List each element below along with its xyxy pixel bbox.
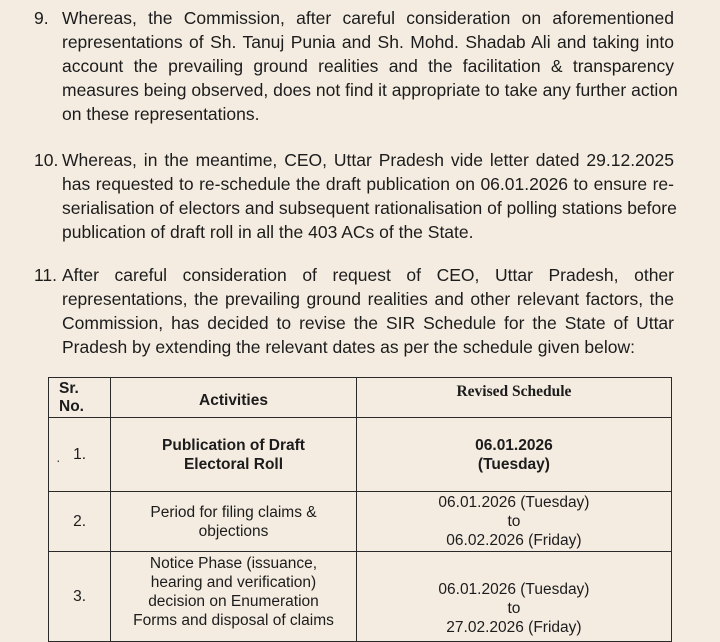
activity-line: Notice Phase (issuance, xyxy=(149,555,318,572)
paragraph-line: representations, the prevailing ground realities and other relevant factors, the xyxy=(62,289,674,309)
schedule-line: 06.01.2026 xyxy=(475,436,553,454)
paragraph-line: serialisation of electors and subsequent rationalisation of polling stations before xyxy=(62,198,677,218)
paragraph-line: Commission, has decided to revise the SIR Schedule for the State of Uttar xyxy=(62,313,674,333)
table-header-row xyxy=(49,378,672,418)
paragraph-number: 9. xyxy=(34,8,49,28)
schedule-line: 06.01.2026 (Tuesday) xyxy=(438,494,590,511)
table-row xyxy=(49,418,672,492)
row-activity xyxy=(111,552,357,642)
schedule-line: 27.02.2026 (Friday) xyxy=(446,619,582,636)
revised-schedule-table xyxy=(48,377,672,642)
paragraph-line: representations of Sh. Tanuj Punia and Sh. Mohd. Shadab Ali and taking into xyxy=(62,32,674,52)
paragraph-line: publication of draft roll in all the 403 ACs of the State. xyxy=(62,222,474,242)
row-schedule xyxy=(356,418,671,492)
activity-line: objections xyxy=(198,522,269,540)
header-revised-schedule: Revised Schedule xyxy=(356,378,671,418)
paragraph-number: 11. xyxy=(34,265,58,285)
header-sr-no xyxy=(49,378,111,418)
table-row xyxy=(49,492,672,552)
row-schedule xyxy=(356,492,671,552)
row-schedule xyxy=(356,552,671,642)
activity-line: hearing and verification) xyxy=(150,574,317,591)
header-sr-line: Sr. xyxy=(59,379,79,397)
table-row xyxy=(49,552,672,642)
paragraph-line: account the prevailing ground realities and the facilitation & transparency xyxy=(62,56,674,76)
schedule-line: 06.02.2026 (Friday) xyxy=(446,532,582,549)
schedule-line: to xyxy=(507,513,521,530)
activity-line: Publication of Draft xyxy=(162,436,305,454)
paragraph-line: Pradesh by extending the relevant dates as per the schedule given below: xyxy=(62,337,636,357)
schedule-line: (Tuesday) xyxy=(477,455,550,473)
schedule-line: 06.01.2026 (Tuesday) xyxy=(438,581,590,598)
paragraph-number: 10. xyxy=(34,150,59,170)
paragraph-line: on these representations. xyxy=(62,104,260,124)
row-sr-number: 2. xyxy=(49,492,111,552)
paragraph-line: Whereas, the Commission, after careful consideration on aforementioned xyxy=(62,8,674,28)
paragraph-line: has requested to re-schedule the draft publication on 06.01.2026 to ensure re- xyxy=(62,174,674,194)
margin-dot-mark: · xyxy=(56,452,61,468)
row-activity xyxy=(111,492,357,552)
schedule-line: to xyxy=(507,600,521,617)
header-activities: Activities xyxy=(111,378,357,418)
activity-line: Forms and disposal of claims xyxy=(133,612,334,629)
activity-line: decision on Enumeration xyxy=(148,593,319,610)
header-no-line: No. xyxy=(59,397,84,415)
row-activity xyxy=(111,418,357,492)
paragraph-line: After careful consideration of request of CEO, Uttar Pradesh, other xyxy=(62,265,674,285)
paragraph-line: measures being observed, does not find it appropriate to take any further action xyxy=(62,80,678,100)
row-sr-number: 1. xyxy=(49,418,111,492)
activity-line: Period for filing claims & xyxy=(150,503,317,521)
activity-line: Electoral Roll xyxy=(183,455,284,473)
paragraph-line: Whereas, in the meantime, CEO, Uttar Pradesh vide letter dated 29.12.2025 xyxy=(62,150,674,170)
row-sr-number: 3. xyxy=(49,552,111,642)
